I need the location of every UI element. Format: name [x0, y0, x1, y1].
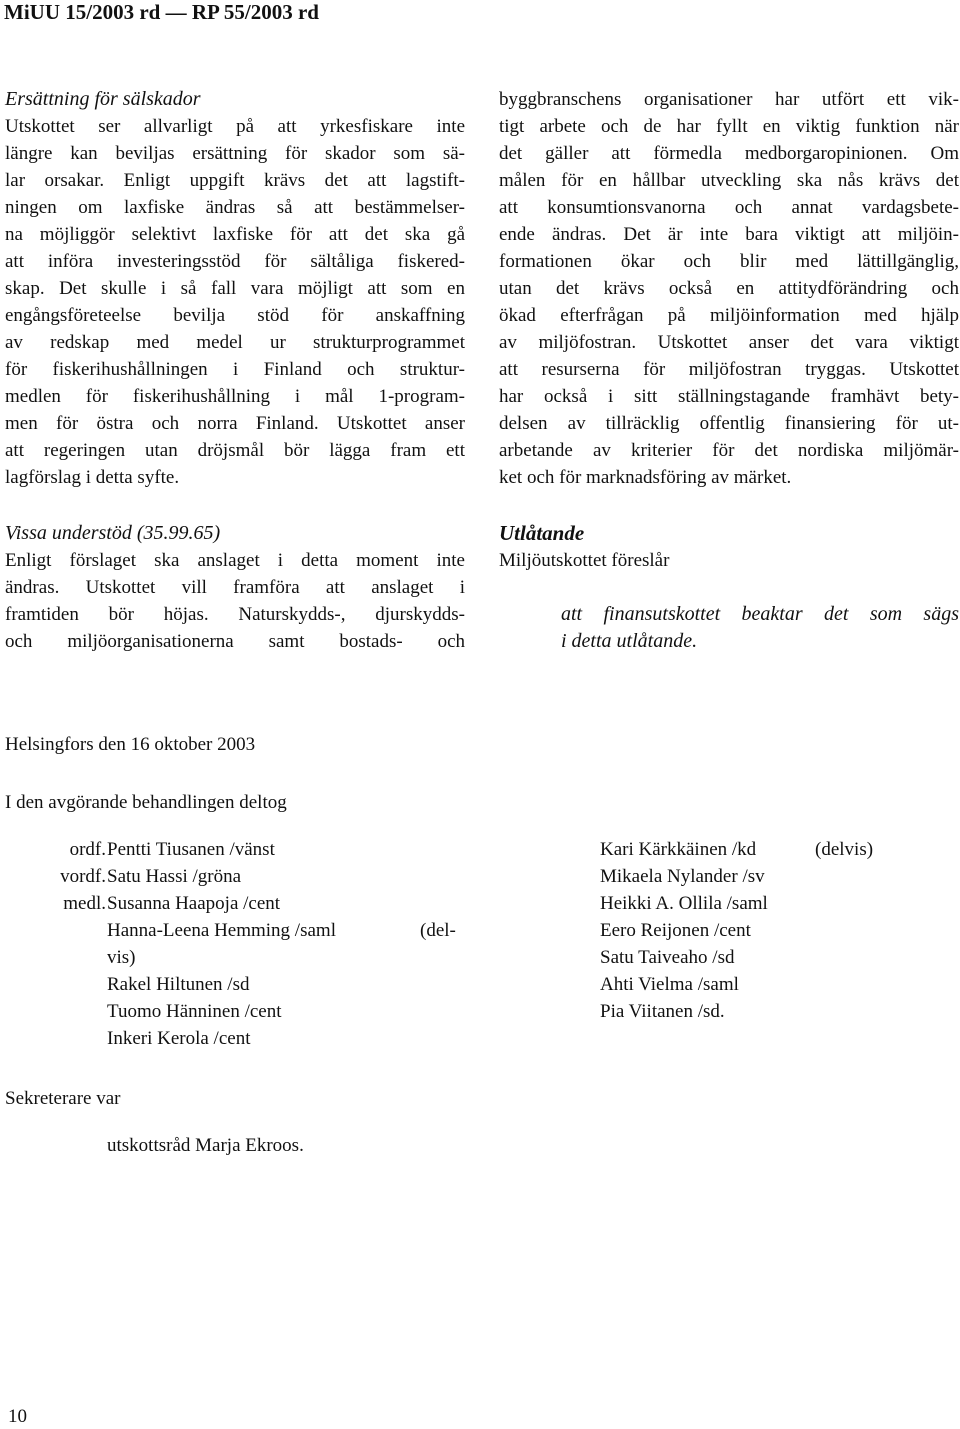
participant-name: Inkeri Kerola /cent: [107, 1028, 251, 1049]
participant-row: [600, 971, 739, 998]
participant-row: [40, 998, 282, 1025]
text-line: engångsföreteelse bevilja stöd för anskaffning: [5, 305, 465, 326]
participant-row: [40, 971, 249, 998]
text-line: men för östra och norra Finland. Utskottet anser: [5, 413, 465, 434]
participant-name: vis): [107, 947, 136, 968]
participant-name: Satu Taiveaho /sd: [600, 947, 735, 968]
text-line: formationen ökar och blir med lättillgänglig,: [499, 251, 959, 272]
page-header: MiUU 15/2003 rd — RP 55/2003 rd: [4, 0, 319, 24]
statement-heading: Utlåtande: [499, 521, 585, 545]
section-heading-seal-damage: Ersättning för sälskador: [5, 88, 201, 110]
participant-row: [40, 917, 456, 944]
participant-row: [600, 836, 874, 863]
text-line: na möjliggör selektivt laxfiske för att det ska gå: [5, 224, 465, 245]
text-line: ändras. Utskottet vill framföra att anslaget i: [5, 577, 465, 598]
participant-row: [40, 890, 280, 917]
secretary-intro: Sekreterare var: [5, 1088, 121, 1109]
text-line: ket och för marknadsföring av märket.: [499, 467, 792, 488]
participant-name: Pentti Tiusanen /vänst: [107, 839, 275, 860]
participant-row: [600, 944, 734, 971]
proposer-line: Miljöutskottet föreslår: [499, 550, 670, 571]
participant-role: vordf.: [60, 866, 106, 887]
participant-name: Heikki A. Ollila /saml: [600, 893, 768, 914]
participant-row: [40, 944, 136, 971]
text-line: framtiden bör höjas. Naturskydds-, djurskydds-: [5, 604, 465, 625]
text-line: ningen om laxfiske ändras så att bestämmelser-: [5, 197, 465, 218]
participant-row: [40, 1025, 250, 1052]
proposal-text: [499, 601, 959, 655]
participant-note: (del-: [420, 920, 456, 941]
text-line: tigt arbete och de har fyllt en viktig funktion när: [499, 116, 959, 137]
participant-role: medl.: [63, 893, 106, 914]
text-line: att regeringen utan dröjsmål bör lägga fram ett: [5, 440, 465, 461]
text-line: att införa investeringsstöd för sältåliga fiskered-: [5, 251, 465, 272]
text-line: för fiskerihushållningen i Finland och struktur-: [5, 359, 465, 380]
participant-row: [600, 998, 725, 1025]
participant-name: Pia Viitanen /sd.: [600, 1001, 725, 1022]
section-body-grants: [5, 547, 465, 655]
text-line: skap. Det skulle i så fall vara möjligt att som en: [5, 278, 465, 299]
participant-row: [40, 836, 275, 863]
participant-note: (delvis): [815, 839, 874, 860]
text-line: lar orsakar. Enligt uppgift krävs det att lagstift-: [5, 170, 465, 191]
participant-name: Kari Kärkkäinen /kd: [600, 839, 757, 860]
text-line: ende ändras. Det är inte bara viktigt att miljöin-: [499, 224, 959, 245]
text-line: har också i sitt ställningstagande framhävt bety-: [499, 386, 959, 407]
section-heading-grants: Vissa understöd (35.99.65): [5, 522, 221, 544]
participant-name: Mikaela Nylander /sv: [600, 866, 765, 887]
text-line: Enligt förslaget ska anslaget i detta moment inte: [5, 550, 465, 571]
text-line: av miljöfostran. Utskottet anser det vara viktigt: [499, 332, 959, 353]
right-column: [499, 86, 959, 655]
participants-intro: I den avgörande behandlingen deltog: [5, 792, 287, 813]
participant-name: Rakel Hiltunen /sd: [107, 974, 250, 995]
participant-name: Eero Reijonen /cent: [600, 920, 751, 941]
page-number: 10: [8, 1406, 27, 1427]
participant-row: [600, 863, 765, 890]
participant-row: [600, 917, 751, 944]
text-line: målen för en hållbar utveckling ska nås krävs det: [499, 170, 959, 191]
left-column: [5, 86, 465, 655]
participant-name: Ahti Vielma /saml: [600, 974, 739, 995]
text-line: att konsumtionsvanorna och annat vardagsbete-: [499, 197, 959, 218]
text-line: arbetande av kriterier för det nordiska miljömär-: [499, 440, 959, 461]
participant-name: Susanna Haapoja /cent: [107, 893, 281, 914]
text-line: och miljöorganisationerna samt bostads- och: [5, 631, 465, 652]
text-line: det gäller att förmedla medborgaropinionen. Om: [499, 143, 959, 164]
participant-row: [40, 863, 241, 890]
secretary-name: utskottsråd Marja Ekroos.: [107, 1135, 304, 1156]
text-line: delsen av tillräcklig offentlig finansiering för ut-: [499, 413, 959, 434]
text-line: längre kan beviljas ersättning för skador som sä-: [5, 143, 465, 164]
text-line: lagförslag i detta syfte.: [5, 467, 180, 488]
text-line: att resurserna för miljöfostran tryggas. Utskottet: [499, 359, 959, 380]
text-line: i detta utlåtande.: [561, 630, 698, 652]
text-line: ökad efterfrågan på miljöinformation med hjälp: [499, 305, 959, 326]
text-line: Utskottet ser allvarligt på att yrkesfiskare inte: [5, 116, 465, 137]
text-line: utan det krävs också en attitydförändring och: [499, 278, 959, 299]
section-body-seal-damage: [5, 113, 465, 491]
participant-row: [600, 890, 768, 917]
text-line: att finansutskottet beaktar det som sägs: [561, 603, 959, 625]
participant-name: Hanna-Leena Hemming /saml: [107, 920, 336, 941]
continuation-text: [499, 86, 959, 491]
text-line: av redskap med medel ur strukturprogrammet: [5, 332, 465, 353]
participant-name: Satu Hassi /gröna: [107, 866, 242, 887]
participant-role: ordf.: [69, 839, 106, 860]
participant-name: Tuomo Hänninen /cent: [107, 1001, 282, 1022]
text-line: medlen för fiskerihushållning i mål 1-program-: [5, 386, 465, 407]
text-line: byggbranschens organisationer har utfört ett vik-: [499, 89, 959, 110]
place-date: Helsingfors den 16 oktober 2003: [5, 734, 256, 755]
